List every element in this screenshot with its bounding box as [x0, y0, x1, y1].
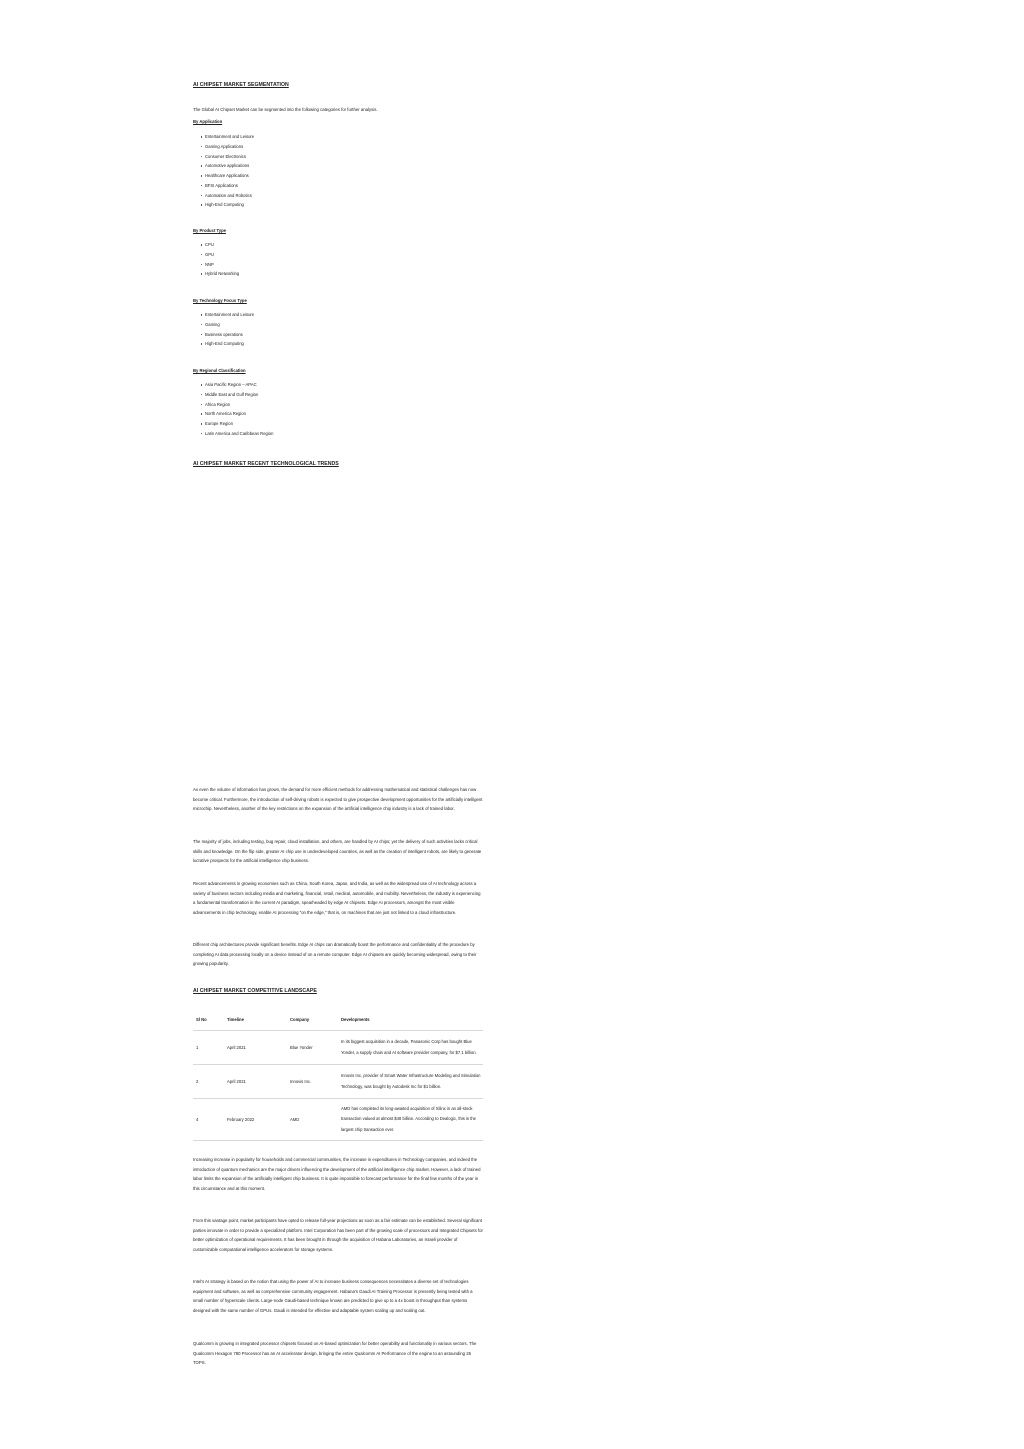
trends-paragraph: The majority of jobs, including testing, bug repair, cloud installation, and others, are handled by AI chips; yet the delivery of such activities lacks critical skills and knowledge. On the flip side, greater AI chip use in underdeveloped countries, as well as the creation of intelligent robots, are likely to generate lucrative prospects for the artificial intelligence chip business. [193, 839, 482, 864]
list-item-label: GPU [205, 251, 215, 257]
bullet-icon [201, 343, 203, 345]
list-item-label: North America Region [205, 411, 246, 417]
table-cell: AMD has completed its long-awaited acquisition of Xilinx in an all-stock transaction valued at almost $48 billion. According to Dealogic, this is the largest chip transaction ever. [338, 1099, 483, 1141]
column-header: Sl No [196, 1016, 207, 1022]
competitive-paragraph: Qualcomm is growing in integrated processor chipsets focused on AI-based optimization for better operability and functionality in various sectors. The Qualcomm Hexagon 780 Processor has an AI accelerator design, bringing the entire Qualcomm AI Performance of the engine to an astounding 26 TOPS. [193, 1341, 477, 1366]
list-item [193, 152, 254, 162]
list-item [193, 161, 254, 171]
list-item [193, 132, 254, 142]
list-item [193, 380, 273, 390]
bullet-icon [201, 165, 203, 167]
list-item [193, 310, 254, 320]
table-header-row [193, 1008, 483, 1031]
bullet-icon [201, 404, 203, 406]
bullet-icon [201, 244, 203, 246]
table-cell: April 2021 [224, 1065, 287, 1099]
list-item [193, 181, 254, 191]
list-item [193, 200, 254, 210]
list-item-label: Gaming Applications [205, 143, 244, 149]
bullet-icon [201, 136, 203, 138]
table-cell: In its biggest acquisition in a decade, Panasonic Corp has bought Blue Yonder, a supply chain and AI software provider company, for $7.1 billion. [338, 1031, 483, 1065]
list-item-label: High-End Computing [205, 341, 244, 347]
column-header: Timeline [227, 1016, 244, 1022]
list-item-label: BFSI Applications [205, 182, 238, 188]
list-item-label: Automation and Robotics [205, 192, 252, 198]
list-item [193, 320, 254, 330]
column-header: Company [290, 1016, 310, 1022]
list-item [193, 269, 239, 279]
list-item-label: NNP [205, 261, 214, 267]
list-item-label: High-End Computing [205, 202, 244, 208]
bullet-icon [201, 413, 203, 415]
bullet-icon [201, 324, 203, 326]
list-item-label: Asia Pacific Region – APAC [205, 382, 257, 387]
regional-list [193, 380, 273, 439]
table-cell: AMD [287, 1099, 338, 1141]
application-list [193, 132, 254, 210]
bullet-icon [201, 156, 203, 158]
bullet-icon [201, 394, 203, 396]
table-row [193, 1065, 483, 1099]
bullet-icon [201, 264, 203, 266]
bullet-icon [201, 195, 203, 197]
table-row [193, 1031, 483, 1065]
bullet-icon [201, 273, 203, 275]
list-item [193, 171, 254, 181]
column-header: Developments [341, 1016, 370, 1022]
table-cell: February 2022 [224, 1099, 287, 1141]
technology-focus-list [193, 310, 254, 349]
table-cell: 4 [193, 1099, 224, 1141]
bullet-icon [201, 433, 203, 435]
list-item-label: Automotive applications [205, 163, 250, 169]
list-item [193, 142, 254, 152]
bullet-icon [201, 254, 203, 256]
list-item [193, 429, 273, 439]
developments-table [193, 1008, 483, 1141]
competitive-heading: AI CHIPSET MARKET COMPETITIVE LANDSCAPE [193, 988, 317, 994]
list-item-label: Gaming [205, 321, 220, 327]
competitive-paragraph: Intel's AI strategy is based on the notion that using the power of AI to increase business consequences necessitates a diverse set of technologies equipment and software, as well as comprehensive community engagement. Habana's Gaudi AI Training Processor is presently being tested with a small number of hyperscale clients. Large-node Gaudi-based technique known are predicted to give up to a 4x boost in throughput than systems designed with the same number of GPUs. Gaudi is intended for effective and adaptable system scaling up and scaling out. [193, 1279, 473, 1314]
bullet-icon [201, 384, 203, 386]
bullet-icon [201, 146, 203, 148]
bullet-icon [201, 185, 203, 187]
by-application-heading: By Application [193, 119, 223, 124]
list-item [193, 191, 254, 201]
trends-paragraph: Different chip architectures provide significant benefits. Edge AI chips can dramatically boost the performance and confidentiality of the procedure by completing AI data processing locally on a device instead of on a remote computer. Edge AI chipsets are quickly becoming widespread, owing to their growing popularity. [193, 942, 477, 967]
list-item-label: Latin America and Caribbean Region [205, 430, 274, 436]
product-type-list [193, 240, 239, 279]
segmentation-intro: The Global AI Chipset Market can be segmented into the following categories for further analysis. [193, 107, 378, 112]
bullet-icon [201, 204, 203, 206]
table-cell: April 2021 [224, 1031, 287, 1065]
list-item-label: Business operations [205, 331, 243, 337]
trends-paragraph: As even the volume of information has grown, the demand for more efficient methods for addressing mathematical and statistical challenges has now become critical. Furthermore, the introduction of self-driving robots is expected to give prospective development opportunities for the artificially intelligent microchip. Nevertheless, another of the key restrictions on the expansion of the artificial intelligence chip industry is a lack of trained labor. [193, 787, 483, 812]
list-item [193, 409, 273, 419]
list-item [193, 250, 239, 260]
blank-figure-area [193, 478, 483, 778]
trends-heading: AI CHIPSET MARKET RECENT TECHNOLOGICAL TRENDS [193, 461, 339, 467]
table-cell: Innovis Inc, provider of Smart Water Infrastructure Modeling and Simulation Technology, was bought by Autodesk Inc for $1 billion. [338, 1065, 483, 1099]
trends-paragraph: Recent advancements in growing economies such as China, South Korea, Japan, and India, as well as the widespread use of AI technology across a variety of business sectors including media and marketing, financial, retail, medical, automobile, and mobility. Nevertheless, the industry is experiencing a fundamental transformation in the current AI paradigm, spearheaded by edge AI chipsets. Edge AI processors, amongst the most visible advancements in chip technology, enable AI processing “on the edge,” that is, on machines that are just not linked to a cloud infrastructure. [193, 881, 481, 916]
table-row [193, 1099, 483, 1141]
table-cell: Innovis Inc. [287, 1065, 338, 1099]
list-item [193, 390, 273, 400]
list-item-label: Entertainment and Leisure [205, 134, 255, 139]
bullet-icon [201, 334, 203, 336]
list-item-label: Healthcare Applications [205, 173, 249, 178]
bullet-icon [201, 314, 203, 316]
list-item-label: Middle East and Gulf Region [205, 391, 259, 397]
competitive-paragraph: From this vantage point, market participants have opted to release full-year projections as soon as a fair estimate can be established. Several significant parties innovate in order to provide a specialized platform. Intel Corporation has been part of the growing scale of processors and Integrated Chipsets for better optimization of operational requirements. It has been brought in through the acquisition of Habana Laboratories, an Israeli provider of customizable computational intelligence accelerators for storage systems. [193, 1218, 483, 1253]
list-item-label: Africa Region [205, 401, 231, 407]
list-item-label: Hybrid Networking [205, 271, 240, 277]
list-item [193, 419, 273, 429]
list-item [193, 240, 239, 250]
table-cell: Blue Yonder [287, 1031, 338, 1065]
list-item-label: Entertainment and Leisure [205, 312, 255, 317]
list-item-label: Europe Region [205, 421, 233, 426]
list-item [193, 339, 254, 349]
bullet-icon [201, 423, 203, 425]
list-item-label: CPU [205, 242, 214, 247]
by-technology-focus-heading: By Technology Focus Type [193, 298, 247, 303]
list-item [193, 330, 254, 340]
bullet-icon [201, 175, 203, 177]
competitive-paragraph: Increasing increase in popularity for households and commercial communities, the increase in expenditures in Technology companies, and indeed the introduction of quantum mechanics are the major drivers influencing the development of the artificial intelligence chip market. However, a lack of trained labor limits the expansion of the artificially intelligent chip business. It is quite impossible to forecast performance for the final few months of the year in this circumstance and at this moment. [193, 1157, 481, 1192]
table-cell: 1 [193, 1031, 224, 1065]
table-cell: 2 [193, 1065, 224, 1099]
list-item [193, 260, 239, 270]
segmentation-heading: AI CHIPSET MARKET SEGMENTATION [193, 82, 289, 88]
by-product-type-heading: By Product Type [193, 228, 226, 233]
list-item [193, 400, 273, 410]
list-item-label: Consumer Electronics [205, 153, 246, 159]
by-regional-classification-heading: By Regional Classification [193, 368, 246, 373]
